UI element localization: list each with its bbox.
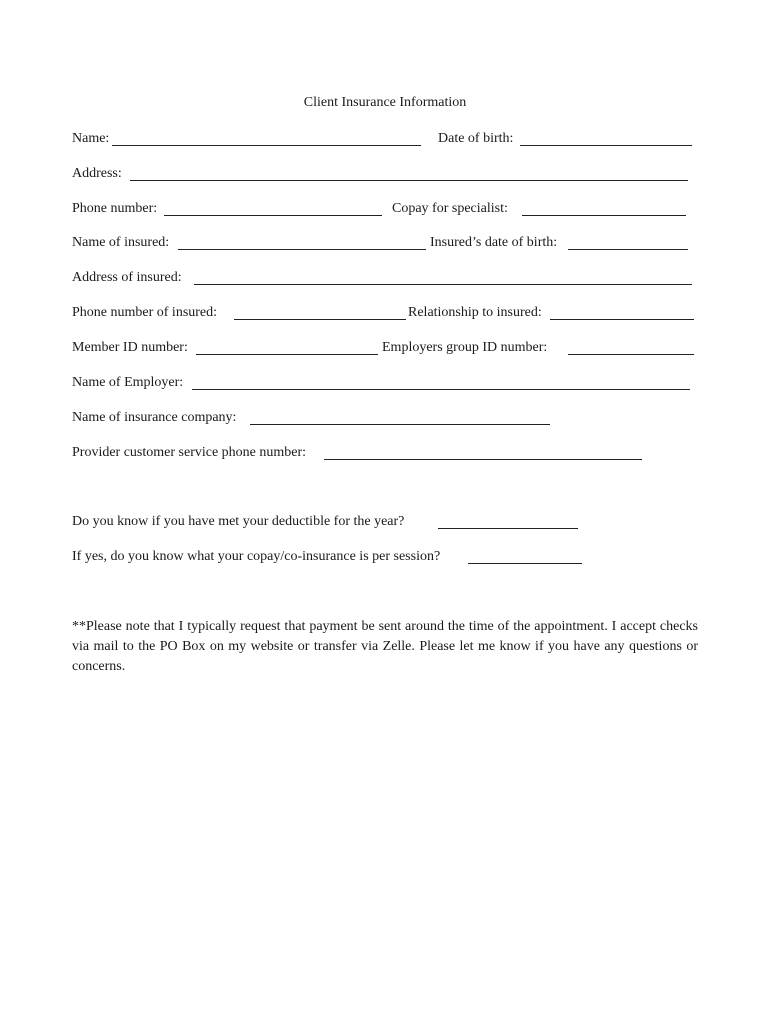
- insured-address-field[interactable]: [72, 269, 182, 287]
- copay-specialist-label: Copay for specialist:: [392, 201, 508, 216]
- insured-phone-field[interactable]: [72, 304, 217, 322]
- row-insured-name-dob: [72, 234, 698, 252]
- relationship-field[interactable]: [408, 304, 542, 322]
- row-member-group-id: [72, 339, 698, 357]
- insured-name-input-line[interactable]: [178, 249, 426, 250]
- relationship-input-line[interactable]: [550, 319, 694, 320]
- member-id-label: Member ID number:: [72, 340, 188, 355]
- insured-phone-input-line[interactable]: [234, 319, 406, 320]
- phone-field[interactable]: [72, 200, 157, 218]
- insured-dob-label: Insured’s date of birth:: [430, 235, 558, 250]
- insurance-company-label: Name of insurance company:: [72, 410, 237, 425]
- dob-label: Date of birth:: [438, 131, 514, 146]
- address-input-line[interactable]: [130, 180, 688, 181]
- insured-dob-input-line[interactable]: [568, 249, 688, 250]
- member-id-field[interactable]: [72, 339, 188, 357]
- row-deductible: [72, 513, 698, 531]
- address-label: Address:: [72, 166, 122, 181]
- copay-session-label: If yes, do you know what your copay/co-insurance is per session?: [72, 549, 441, 564]
- employer-label: Name of Employer:: [72, 375, 184, 390]
- insured-address-label: Address of insured:: [72, 270, 182, 285]
- row-employer: [72, 374, 698, 392]
- dob-field[interactable]: [438, 130, 513, 148]
- employer-field[interactable]: [72, 374, 183, 392]
- dob-input-line[interactable]: [520, 145, 692, 146]
- deductible-input-line[interactable]: [438, 528, 578, 529]
- insured-name-label: Name of insured:: [72, 235, 170, 250]
- provider-phone-field[interactable]: [72, 444, 306, 462]
- employer-input-line[interactable]: [192, 389, 690, 390]
- payment-note: **Please note that I typically request that payment be sent around the time of the appointment. I accept checks via mail to the PO Box on my website or transfer via Zelle. Please let me know if you have any questions or concerns.: [72, 619, 698, 674]
- phone-label: Phone number:: [72, 201, 158, 216]
- row-address: [72, 165, 698, 183]
- name-label: Name:: [72, 131, 110, 146]
- row-name-dob: [72, 130, 698, 148]
- group-id-input-line[interactable]: [568, 354, 694, 355]
- row-provider-phone: [72, 444, 698, 462]
- row-phone-copay: [72, 200, 698, 218]
- copay-specialist-input-line[interactable]: [522, 215, 686, 216]
- row-insured-address: [72, 269, 698, 287]
- provider-phone-label: Provider customer service phone number:: [72, 445, 307, 460]
- insured-dob-field[interactable]: [430, 234, 557, 252]
- insured-name-field[interactable]: [72, 234, 169, 252]
- form-title: Client Insurance Information: [303, 95, 467, 110]
- insurance-company-field[interactable]: [72, 409, 236, 427]
- group-id-field[interactable]: [382, 339, 547, 357]
- name-field[interactable]: [72, 130, 109, 148]
- insurance-company-input-line[interactable]: [250, 424, 550, 425]
- deductible-field[interactable]: [72, 513, 404, 531]
- phone-input-line[interactable]: [164, 215, 382, 216]
- row-insurance-company: [72, 409, 698, 427]
- row-insured-phone-relationship: [72, 304, 698, 322]
- insured-address-input-line[interactable]: [194, 284, 692, 285]
- copay-specialist-field[interactable]: [392, 200, 508, 218]
- copay-session-field[interactable]: [72, 548, 440, 566]
- row-copay-session: [72, 548, 698, 566]
- address-field[interactable]: [72, 165, 122, 183]
- member-id-input-line[interactable]: [196, 354, 378, 355]
- name-input-line[interactable]: [112, 145, 421, 146]
- insured-phone-label: Phone number of insured:: [72, 305, 218, 320]
- deductible-label: Do you know if you have met your deductible for the year?: [72, 514, 405, 529]
- provider-phone-input-line[interactable]: [324, 459, 642, 460]
- group-id-label: Employers group ID number:: [382, 340, 548, 355]
- relationship-label: Relationship to insured:: [408, 305, 542, 320]
- copay-session-input-line[interactable]: [468, 563, 582, 564]
